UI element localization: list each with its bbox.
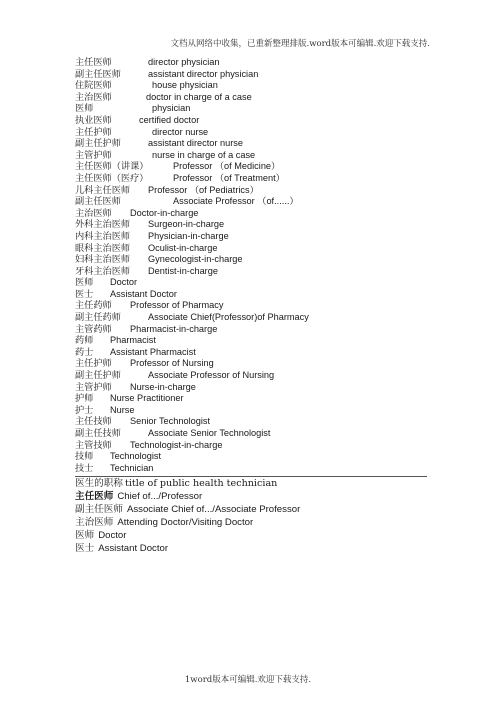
section-heading xyxy=(75,477,425,490)
entry-english: Professor of Pharmacy xyxy=(130,300,224,311)
entry-chinese: 儿科主任医师 xyxy=(75,184,131,196)
entry-english: Professor （of Treatment） xyxy=(173,172,285,183)
entry-chinese: 医士 xyxy=(75,543,95,555)
entry-english: Physician-in-charge xyxy=(148,230,229,241)
document-body xyxy=(75,57,425,555)
entry-english: Professor （of Medicine） xyxy=(173,161,281,172)
entry-english: Associate Chief of.../Associate Professor xyxy=(126,504,301,516)
title-entry xyxy=(75,173,425,185)
title-entry xyxy=(75,161,425,173)
entry-english: director physician xyxy=(148,57,220,67)
title-entry xyxy=(75,231,425,243)
title-entry xyxy=(75,370,425,382)
entry-chinese: 副主任医师 xyxy=(75,196,121,208)
entry-chinese: 副主任医师 xyxy=(75,68,121,80)
entry-english: Pharmacist-in-charge xyxy=(130,323,218,334)
entry-english: Dentist-in-charge xyxy=(148,265,218,276)
entry-chinese: 内科主治医师 xyxy=(75,230,131,242)
entry-english: Senior Technologist xyxy=(130,416,211,427)
entry-chinese: 技师 xyxy=(75,451,94,463)
tail-entry xyxy=(75,529,425,542)
title-entry xyxy=(75,80,425,92)
entry-english: nurse in charge of a case xyxy=(152,149,256,160)
entry-chinese: 主任护师 xyxy=(75,126,112,138)
entry-english: Associate Chief(Professor)of Pharmacy xyxy=(148,312,309,323)
section-heading-zh: 医生的职称 xyxy=(75,478,123,490)
page-header-note: 文档从网络中收集，已重新整理排版.word版本可编辑.欢迎下载支持. xyxy=(170,39,430,49)
entry-english: Nurse-in-charge xyxy=(130,381,196,392)
entry-english: certified doctor xyxy=(139,114,200,125)
entry-english: Technician xyxy=(110,462,154,473)
page-footer-note: 1word版本可编辑.欢迎下载支持. xyxy=(184,675,312,685)
title-entry xyxy=(75,335,425,347)
title-entry xyxy=(75,382,425,394)
entry-chinese: 主任医师（讲课） xyxy=(75,161,149,173)
entry-english: Assistant Pharmacist xyxy=(110,346,196,357)
entry-english: Attending Doctor/Visiting Doctor xyxy=(117,517,254,529)
entry-english: Surgeon-in-charge xyxy=(148,219,225,230)
tail-section xyxy=(75,477,425,555)
entry-chinese: 主任技师 xyxy=(75,416,112,428)
entry-chinese: 医师 xyxy=(75,277,94,289)
entry-chinese: 药士 xyxy=(75,346,94,358)
entry-chinese: 医士 xyxy=(75,288,94,300)
title-entry xyxy=(75,150,425,162)
entry-english: Chief of.../Professor xyxy=(117,491,203,503)
entry-english: Professor of Nursing xyxy=(130,358,214,369)
entry-chinese: 副主任药师 xyxy=(75,312,121,324)
title-entry xyxy=(75,463,425,475)
entry-chinese: 主任医师 xyxy=(75,491,114,503)
entry-chinese: 医师 xyxy=(75,103,94,115)
title-entry xyxy=(75,312,425,324)
tail-entry xyxy=(75,542,425,555)
entry-english: Assistant Doctor xyxy=(98,543,169,555)
title-entry xyxy=(75,266,425,278)
entry-chinese: 护师 xyxy=(75,393,94,405)
title-entry xyxy=(75,219,425,231)
entry-chinese: 执业医师 xyxy=(75,114,112,126)
entry-chinese: 主治医师 xyxy=(75,207,112,219)
entry-english: Associate Professor of Nursing xyxy=(148,370,275,381)
title-list xyxy=(75,57,425,474)
entry-chinese: 副主任护师 xyxy=(75,370,121,382)
entry-chinese: 主治医师 xyxy=(75,91,112,103)
title-entry xyxy=(75,69,425,81)
tail-entry xyxy=(75,516,425,529)
title-entry xyxy=(75,115,425,127)
entry-chinese: 外科主治医师 xyxy=(75,219,131,231)
title-entry xyxy=(75,57,425,69)
entry-english: Professor （of Pediatrics） xyxy=(148,184,259,195)
title-entry xyxy=(75,92,425,104)
entry-english: Oculist-in-charge xyxy=(148,242,218,253)
tail-entry xyxy=(75,503,425,516)
title-entry xyxy=(75,127,425,139)
title-entry xyxy=(75,416,425,428)
title-entry xyxy=(75,277,425,289)
title-entry xyxy=(75,405,425,417)
entry-english: physician xyxy=(152,103,191,114)
entry-english: Assistant Doctor xyxy=(110,288,177,299)
title-entry xyxy=(75,451,425,463)
entry-chinese: 主治医师 xyxy=(75,517,114,529)
entry-chinese: 主任医师（医疗） xyxy=(75,172,149,184)
entry-english: director nurse xyxy=(152,126,209,137)
entry-english: doctor in charge of a case xyxy=(146,91,252,102)
entry-english: assistant director physician xyxy=(148,68,259,79)
title-entry xyxy=(75,347,425,359)
entry-chinese: 牙科主治医师 xyxy=(75,265,131,277)
entry-chinese: 妇科主治医师 xyxy=(75,254,131,266)
entry-chinese: 眼科主治医师 xyxy=(75,242,131,254)
entry-english: Associate Professor （of......） xyxy=(173,196,299,207)
entry-chinese: 副主任技师 xyxy=(75,428,121,439)
title-entry xyxy=(75,208,425,220)
tail-list xyxy=(75,490,425,555)
entry-chinese: 主任护师 xyxy=(75,358,112,370)
entry-english: Doctor xyxy=(110,277,138,288)
entry-english: Doctor-in-charge xyxy=(130,207,199,218)
entry-english: Nurse xyxy=(110,404,135,415)
title-entry xyxy=(75,428,425,440)
entry-english: Gynecologist-in-charge xyxy=(148,254,243,265)
title-entry xyxy=(75,138,425,150)
entry-chinese: 主管药师 xyxy=(75,323,112,335)
section-heading-en: title of public health technician xyxy=(124,478,278,490)
entry-chinese: 主任药师 xyxy=(75,300,112,312)
entry-chinese: 主管技师 xyxy=(75,439,112,451)
entry-chinese: 副主任医师 xyxy=(75,504,123,516)
entry-chinese: 主管护师 xyxy=(75,149,112,161)
title-entry xyxy=(75,243,425,255)
title-entry xyxy=(75,196,425,208)
tail-entry xyxy=(75,490,425,503)
title-entry xyxy=(75,358,425,370)
entry-chinese: 技士 xyxy=(75,462,94,474)
entry-chinese: 医师 xyxy=(75,530,95,542)
title-entry xyxy=(75,289,425,301)
title-entry xyxy=(75,300,425,312)
entry-english: assistant director nurse xyxy=(148,138,243,149)
entry-chinese: 药师 xyxy=(75,335,94,347)
entry-chinese: 主任医师 xyxy=(75,57,112,68)
entry-chinese: 副主任护师 xyxy=(75,138,121,150)
entry-english: house physician xyxy=(152,80,218,91)
entry-english: Technologist-in-charge xyxy=(130,439,223,450)
entry-english: Doctor xyxy=(98,530,127,542)
entry-english: Pharmacist xyxy=(110,335,156,346)
title-entry xyxy=(75,185,425,197)
entry-chinese: 护士 xyxy=(75,404,94,416)
title-entry xyxy=(75,440,425,452)
title-entry xyxy=(75,254,425,266)
title-entry xyxy=(75,103,425,115)
entry-english: Nurse Practitioner xyxy=(110,393,184,404)
entry-english: Associate Senior Technologist xyxy=(148,428,271,438)
entry-english: Technologist xyxy=(110,451,162,462)
title-entry xyxy=(75,324,425,336)
entry-chinese: 主管护师 xyxy=(75,381,112,393)
entry-chinese: 住院医师 xyxy=(75,80,112,92)
title-entry xyxy=(75,393,425,405)
